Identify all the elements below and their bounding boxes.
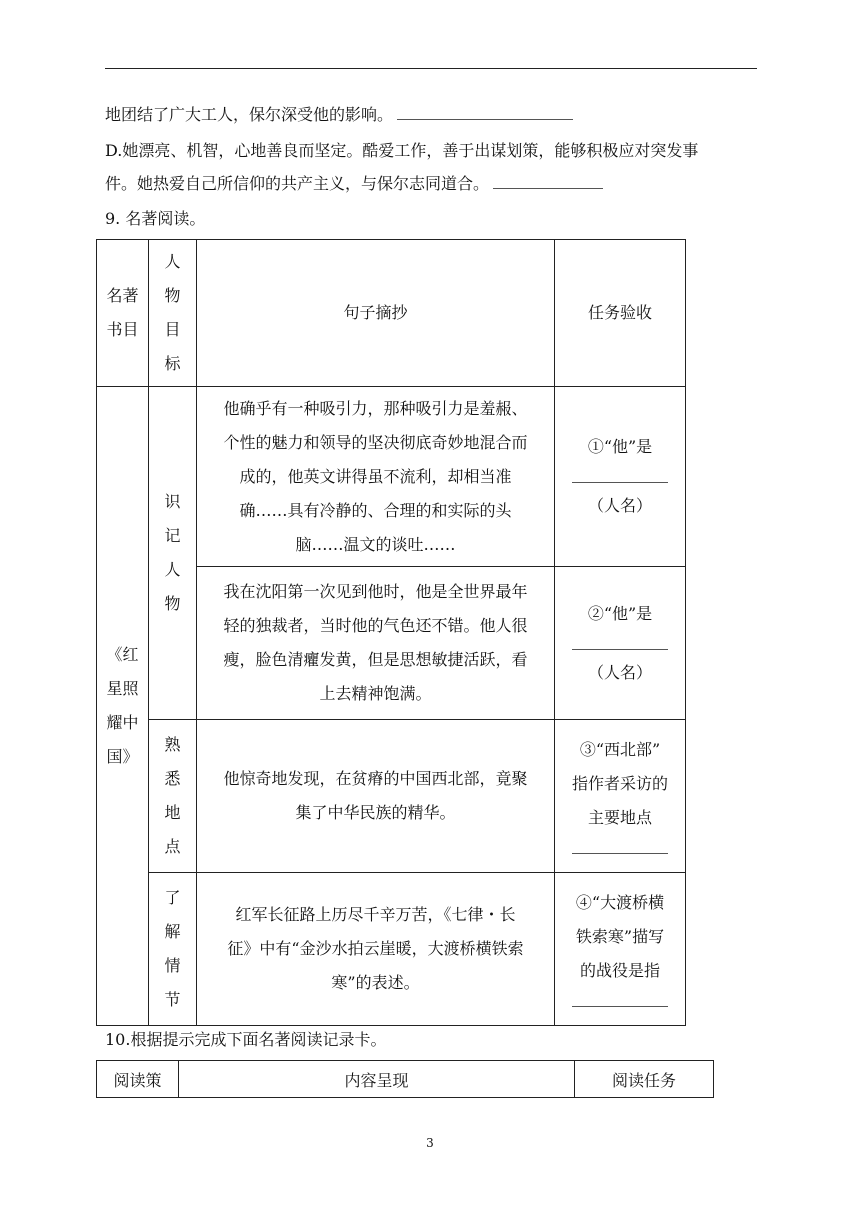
q10-record-table [96, 1060, 714, 1098]
answer-blank[interactable] [397, 103, 573, 120]
header-rule [105, 68, 757, 69]
table-header-row [97, 1061, 714, 1098]
table-header-row [97, 240, 686, 387]
target-place-cell: 熟 悉 地 点 [149, 720, 197, 873]
target-recognize-cell: 识 记 人 物 [149, 387, 197, 720]
task-cell: ①“他”是 （人名） [555, 387, 686, 567]
header-content: 内容呈现 [179, 1061, 575, 1098]
header-sentence: 句子摘抄 [197, 240, 555, 387]
header-task: 阅读任务 [575, 1061, 714, 1098]
target-plot-cell: 了 解 情 节 [149, 873, 197, 1026]
header-target: 人 物 目 标 [149, 240, 197, 387]
q10-title: 10.根据提示完成下面名著阅读记录卡。 [105, 1030, 387, 1049]
answer-blank[interactable] [493, 172, 603, 189]
header-book: 名著 书目 [97, 240, 149, 387]
sentence-cell: 他确乎有一种吸引力，那种吸引力是羞赧、 个性的魅力和领导的坚决彻底奇妙地混合而 成的，他英文讲得虽不流利，却相当准 确……具有冷静的、合理的和实际的头 脑……温文的谈吐…… [197, 387, 555, 567]
task-cell: ③“西北部” 指作者采访的 主要地点 [555, 720, 686, 873]
header-strategy: 阅读策 [97, 1061, 179, 1098]
sentence-cell: 红军长征路上历尽千辛万苦，《七律・长 征》中有“金沙水拍云崖暖，大渡桥横铁索 寒”的表述。 [197, 873, 555, 1026]
table-row [97, 720, 686, 873]
answer-blank[interactable] [572, 839, 668, 854]
q8-option-d-line2 [105, 172, 603, 196]
answer-blank[interactable] [572, 468, 668, 483]
page-number: 3 [426, 1136, 434, 1150]
q9-title: 9. 名著阅读。 [105, 209, 206, 228]
task-cell: ②“他”是 （人名） [555, 567, 686, 720]
q8-option-d-text: 件。她热爱自己所信仰的共产主义，与保尔志同道合。 [105, 174, 490, 193]
q8-option-c-tail [105, 103, 573, 127]
sentence-cell: 我在沈阳第一次见到他时，他是全世界最年 轻的独裁者，当时他的气色还不错。他人很 瘦，脸色清癯发黄，但是思想敏捷活跃，看 上去精神饱满。 [197, 567, 555, 720]
sentence-cell: 他惊奇地发现，在贫瘠的中国西北部，竟聚 集了中华民族的精华。 [197, 720, 555, 873]
table-row [97, 873, 686, 1026]
answer-blank[interactable] [572, 992, 668, 1007]
table-row [97, 387, 686, 567]
q8-option-d-line1: D.她漂亮、机智，心地善良而坚定。酷爱工作，善于出谋划策，能够积极应对突发事 [105, 141, 699, 160]
book-name-cell: 《红 星照 耀中 国》 [97, 387, 149, 1026]
q8-option-c-text: 地团结了广大工人，保尔深受他的影响。 [105, 105, 394, 124]
header-task: 任务验收 [555, 240, 686, 387]
answer-blank[interactable] [572, 635, 668, 650]
q9-reading-table [96, 239, 686, 1026]
task-cell: ④“大渡桥横 铁索寒”描写 的战役是指 [555, 873, 686, 1026]
